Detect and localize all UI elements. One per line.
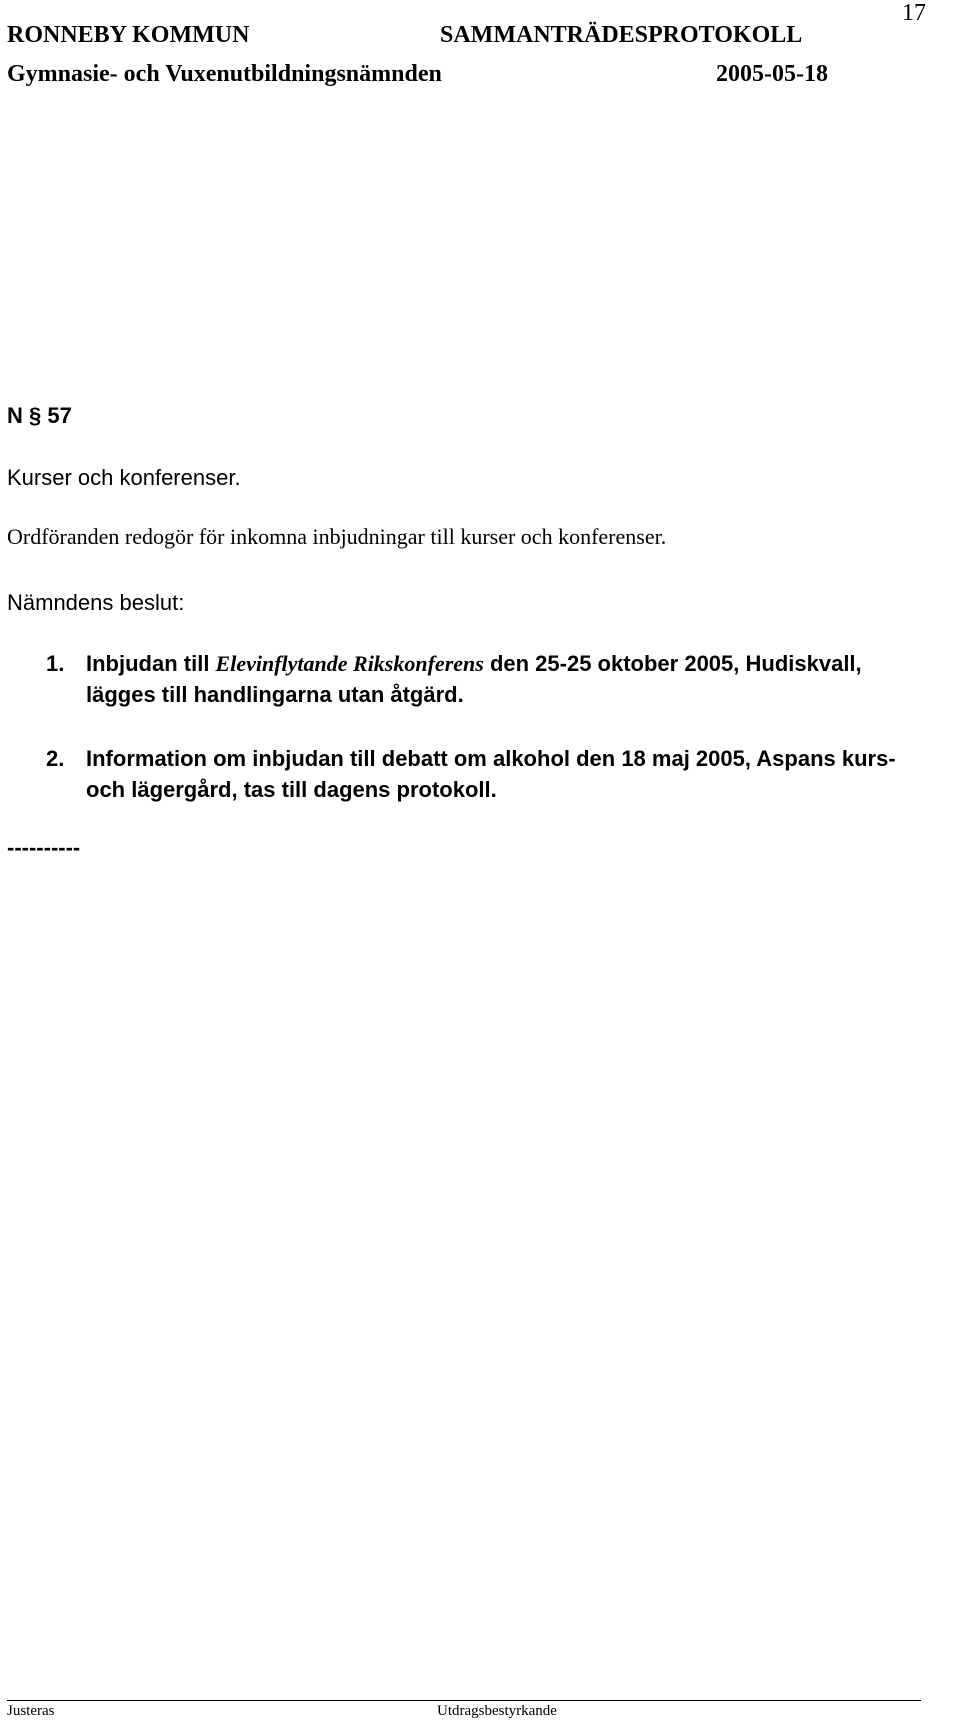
section-body: Ordföranden redogör för inkomna inbjudningar till kurser och konferenser. bbox=[7, 524, 667, 549]
section-number: N § 57 bbox=[7, 403, 72, 428]
organization-name: RONNEBY KOMMUN bbox=[7, 22, 250, 48]
document-type: SAMMANTRÄDESPROTOKOLL bbox=[440, 22, 803, 48]
footer-justeras: Justeras bbox=[7, 1703, 55, 1719]
decision-text-suffix: den 25-25 oktober 2005, Hudiskvall, lägges till handlingarna utan åtgärd. bbox=[86, 651, 862, 707]
separator: ---------- bbox=[7, 835, 81, 860]
section-subject: Kurser och konferenser. bbox=[7, 465, 241, 490]
decision-text bbox=[86, 648, 936, 710]
footer-divider bbox=[7, 1700, 921, 1701]
decision-number: 2. bbox=[46, 746, 65, 771]
decision-item bbox=[46, 743, 936, 805]
decision-text-prefix: Inbjudan till bbox=[86, 651, 216, 676]
decision-text-emphasis: Elevinflytande Rikskonferens bbox=[215, 651, 484, 676]
meeting-date: 2005-05-18 bbox=[716, 61, 828, 87]
decision-text bbox=[86, 743, 936, 805]
decision-number: 1. bbox=[46, 651, 65, 676]
decision-item bbox=[46, 648, 936, 710]
page-number: 17 bbox=[902, 0, 926, 26]
board-name: Gymnasie- och Vuxenutbildningsnämnden bbox=[7, 61, 442, 87]
footer-utdragsbestyrkande: Utdragsbestyrkande bbox=[437, 1703, 557, 1719]
decision-text-prefix: Information om inbjudan till debatt om alkohol den 18 maj 2005, Aspans kurs- och lägergård, tas till dagens protokoll. bbox=[86, 746, 896, 802]
decision-label: Nämndens beslut: bbox=[7, 590, 185, 615]
